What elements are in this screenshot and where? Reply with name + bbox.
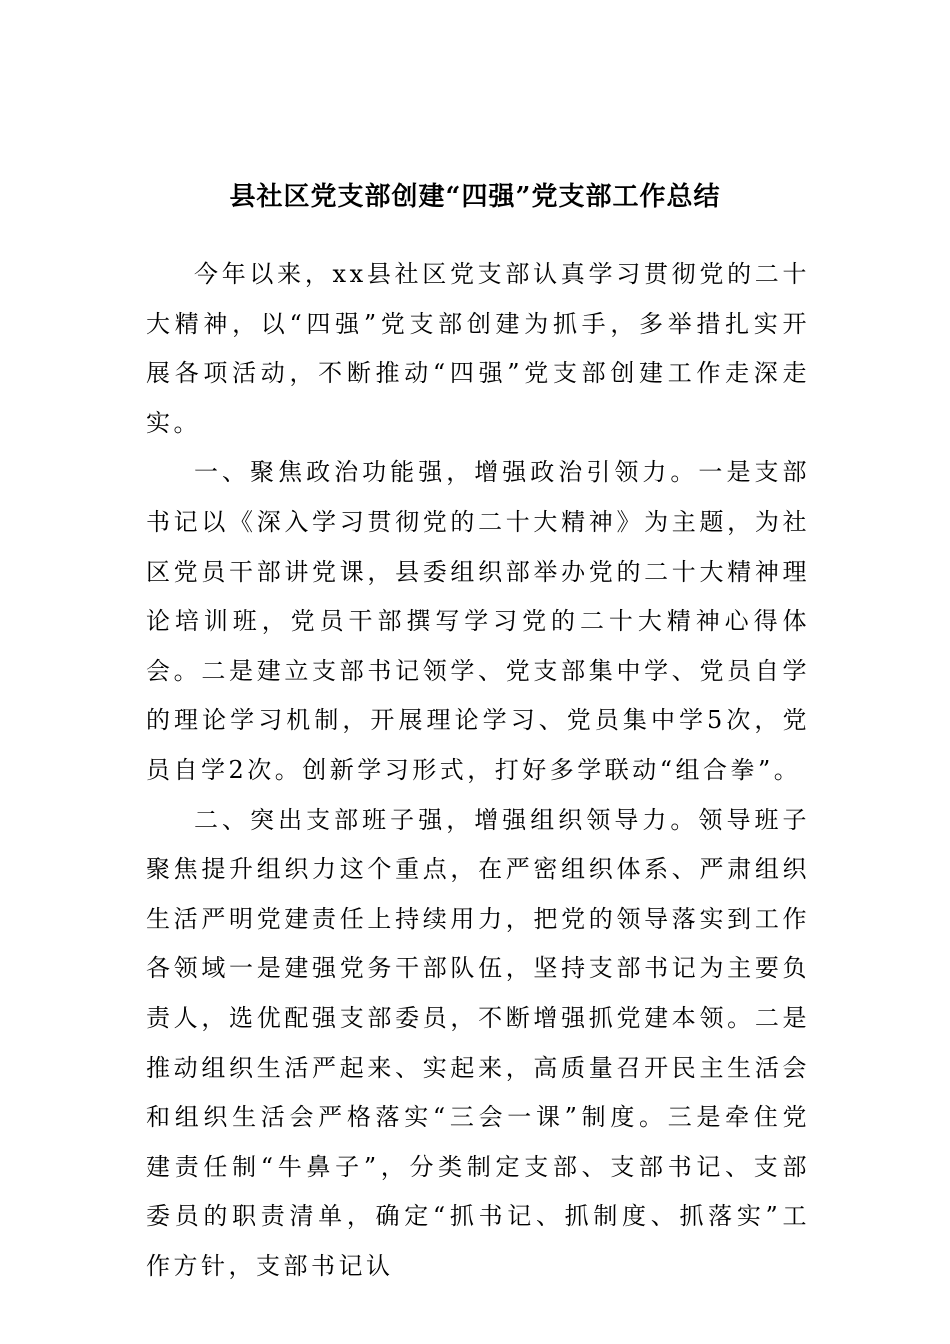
paragraph-political-function: 一、聚焦政治功能强，增强政治引领力。一是支部书记以《深入学习贯彻党的二十大精神》为主题，为社区党员干部讲党课，县委组织部举办党的二十大精神理论培训班，党员干部撰写学习党的二十大精神心得体会。二是建立支部书记领学、党支部集中学、党员自学的理论学习机制，开展理论学习、党员集中学5次，党员自学2次。创新学习形式，打好多学联动“组合拳”。 <box>146 458 810 784</box>
paragraph-intro: 今年以来，xx县社区党支部认真学习贯彻党的二十大精神，以“四强”党支部创建为抓手，多举措扎实开展各项活动，不断推动“四强”党支部创建工作走深走实。 <box>146 260 810 437</box>
document-title: 县社区党支部创建“四强”党支部工作总结 <box>229 182 721 213</box>
document-body <box>146 250 810 1291</box>
paragraph-branch-leadership: 二、突出支部班子强，增强组织领导力。领导班子聚焦提升组织力这个重点，在严密组织体系、严肃组织生活严明党建责任上持续用力，把党的领导落实到工作各领域一是建强党务干部队伍，坚持支部书记为主要负责人，选优配强支部委员，不断增强抓党建本领。二是推动组织生活严起来、实起来，高质量召开民主生活会和组织生活会严格落实“三会一课”制度。三是牵住党建责任制“牛鼻子”，分类制定支部、支部书记、支部委员的职责清单，确定“抓书记、抓制度、抓落实”工作方针，支部书记认 <box>146 805 810 1280</box>
